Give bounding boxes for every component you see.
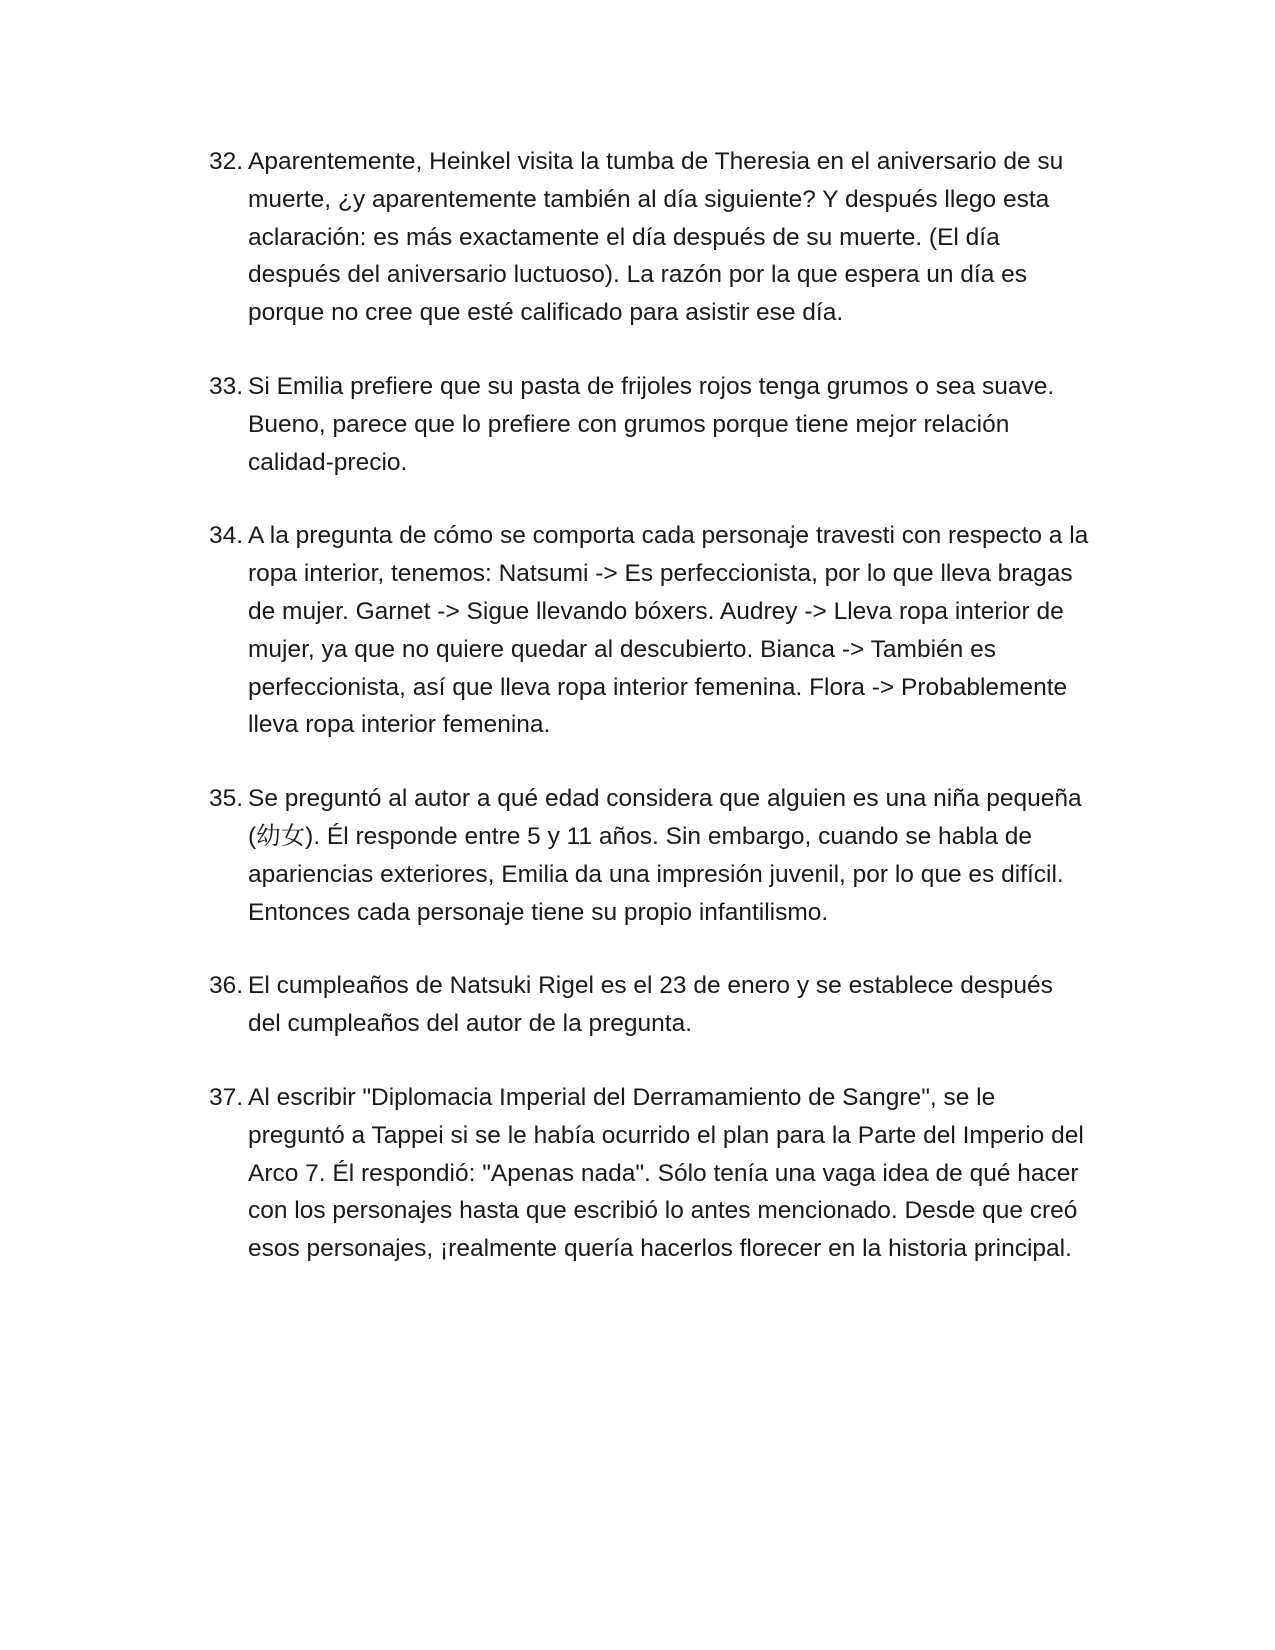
item-number: 32. (209, 148, 244, 175)
item-text: Al escribir "Diplomacia Imperial del Derramamiento de Sangre", se le preguntó a Tappei si se le había ocurrido el plan para la Parte del Imperio del Arco 7. Él respondió: "Apenas nada". Sólo tenía una vaga idea de qué hacer con los personajes hasta que escribió lo antes mencionado. Desde que creó esos personajes, ¡realmente quería hacerlos florecer en la historia principal. (248, 1083, 1084, 1263)
item-text: Si Emilia prefiere que su pasta de frijoles rojos tenga grumos o sea suave. Bueno, parece que lo prefiere con grumos porque tiene mejor relación calidad-precio. (248, 372, 1055, 476)
item-number: 33. (209, 372, 244, 400)
item-number: 34. (209, 522, 244, 550)
list-item-34 (209, 517, 1089, 744)
numbered-list (209, 143, 1089, 1304)
list-item-36 (209, 967, 1089, 1043)
item-text: Se preguntó al autor a qué edad considera que alguien es una niña pequeña (幼女). Él responde entre 5 y 11 años. Sin embargo, cuando se habla de apariencias exteriores, Emilia da una impresión juvenil, por lo que es difícil. Entonces cada personaje tiene su propio infantilismo. (248, 785, 1082, 926)
item-number: 37. (209, 1083, 244, 1111)
item-number: 35. (209, 785, 244, 813)
item-number: 36. (209, 972, 244, 1000)
list-item-32 (209, 143, 1089, 332)
list-item-37 (209, 1079, 1089, 1268)
item-text: A la pregunta de cómo se comporta cada personaje travesti con respecto a la ropa interior, tenemos: Natsumi -> Es perfeccionista, por lo que lleva bragas de mujer. Garnet -> Sigue llevando bóxers. Audrey -> Lleva ropa interior de mujer, ya que no quiere quedar al descubierto. Bianca -> También es perfeccionista, así que lleva ropa interior femenina. Flora -> Probablemente lleva ropa interior femenina. (248, 522, 1089, 739)
list-item-35 (209, 780, 1089, 931)
item-text: Aparentemente, Heinkel visita la tumba de Theresia en el aniversario de su muerte, ¿y aparentemente también al día siguiente? Y después llego esta aclaración: es más exactamente el día después de su muerte. (El día después del aniversario luctuoso). La razón por la que espera un día es porque no cree que esté calificado para asistir ese día. (248, 148, 1064, 327)
item-text: El cumpleaños de Natsuki Rigel es el 23 de enero y se establece después del cumpleaños del autor de la pregunta. (248, 972, 1053, 1038)
list-item-33 (209, 368, 1089, 481)
